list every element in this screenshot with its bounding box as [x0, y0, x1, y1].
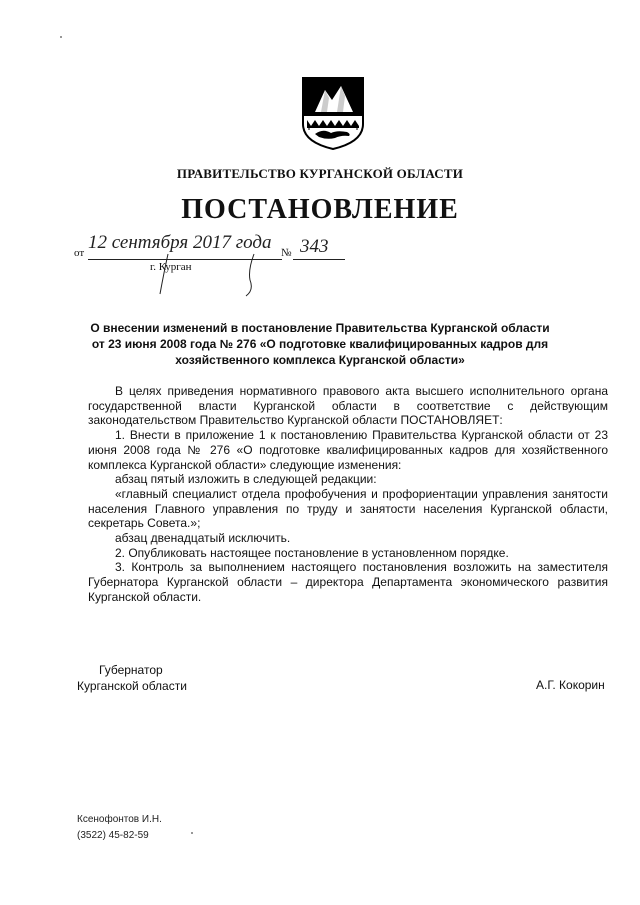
handwriting-flourish	[150, 250, 270, 300]
handwritten-date: 12 сентября 2017 года	[88, 232, 272, 253]
number-prefix: №	[281, 247, 292, 259]
scan-speck	[60, 36, 62, 38]
signatory-name: А.Г. Кокорин	[536, 678, 605, 692]
document-type-title: ПОСТАНОВЛЕНИЕ	[181, 194, 459, 225]
date-prefix: от	[74, 247, 85, 259]
body-paragraph: 2. Опубликовать настоящее постановление в установленном порядке.	[115, 545, 509, 560]
handwritten-number: 343	[300, 236, 329, 257]
subject-line: О внесении изменений в постановление Правительства Курганской области	[90, 321, 550, 335]
signatory-title-line: Курганской области	[77, 679, 187, 693]
body-paragraph: В целях приведения нормативного правового акта высшего исполнительного органа государственной власти Курганской области в соответствие с действующим законодательством Правительство Курганской области ПОСТАНОВЛЯЕТ:	[88, 384, 608, 428]
subject-line: от 23 июня 2008 года № 276 «О подготовке квалифицированных кадров для	[91, 337, 549, 351]
body-paragraph: 3. Контроль за выполнением настоящего постановления возложить на заместителя Губернатора Курганской области – директора Департамента экономического развития Курганской области.	[88, 560, 608, 604]
body-paragraph: абзац пятый изложить в следующей редакции:	[115, 472, 377, 487]
document-subject	[80, 320, 560, 368]
executor-phone: (3522) 45-82-59	[77, 830, 149, 841]
body-paragraph: 1. Внести в приложение 1 к постановлению Правительства Курганской области от 23 июня 2008 года № 276 «О подготовке квалифицированных кадров для хозяйственного комплекса Курганской области» следующие изменения:	[88, 428, 608, 472]
body-paragraph: «главный специалист отдела профобучения и профориентации управления занятости населения Главного управления по труду и занятости населения Курганской области, секретарь Совета.»;	[88, 486, 608, 531]
signatory-title	[77, 662, 187, 694]
scan-speck	[191, 832, 193, 834]
signatory-title-line: Губернатор	[99, 663, 163, 677]
executor-name: Ксенофонтов И.Н.	[77, 814, 162, 825]
executor-info	[77, 812, 162, 844]
body-paragraph: абзац двенадцатый исключить.	[115, 531, 291, 546]
document-body	[88, 384, 608, 605]
subject-line: хозяйственного комплекса Курганской области»	[175, 353, 465, 367]
city-label: г. Курган	[150, 261, 192, 273]
government-title: ПРАВИТЕЛЬСТВО КУРГАНСКОЙ ОБЛАСТИ	[176, 166, 464, 181]
number-underline	[293, 259, 345, 260]
kurgan-region-coat-of-arms-icon	[301, 76, 365, 151]
